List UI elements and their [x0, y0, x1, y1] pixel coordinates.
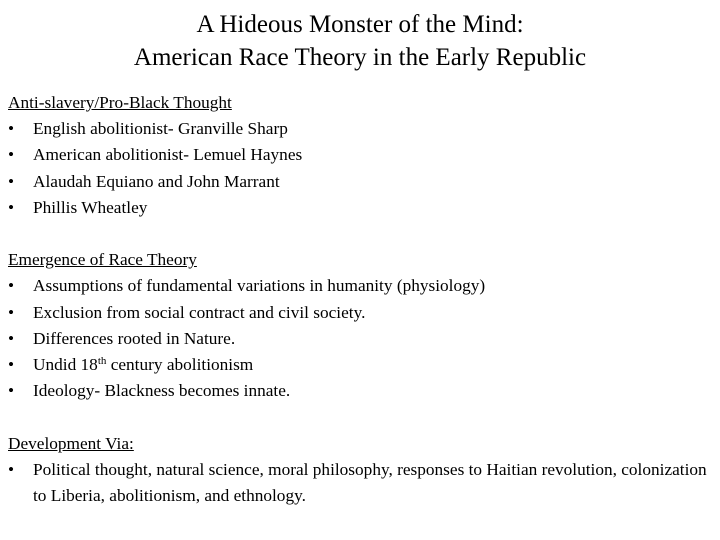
- list-item-text: Phillis Wheatley: [33, 197, 148, 217]
- list-item-text: English abolitionist- Granville Sharp: [33, 119, 288, 139]
- list-item-text: Exclusion from social contract and civil society.: [33, 302, 366, 322]
- bullet-icon: •: [8, 145, 15, 165]
- list-item-text: Political thought, natural science, moral philosophy, responses to Haitian revolution, colonization to Liberia, abolitionism, and ethnology.: [33, 459, 707, 506]
- bullet-list: [8, 116, 714, 221]
- title-line-2: American Race Theory in the Early Republic: [133, 44, 587, 71]
- bullet-icon: •: [8, 355, 15, 375]
- slide-content: [8, 90, 714, 509]
- list-item-text: Assumptions of fundamental variations in humanity (physiology): [33, 276, 486, 296]
- list-item-text: American abolitionist- Lemuel Haynes: [33, 145, 303, 165]
- list-item-text-pre: Undid 18: [33, 355, 98, 375]
- bullet-list: [8, 457, 714, 509]
- section-heading: Emergence of Race Theory: [8, 250, 197, 270]
- list-item: [8, 169, 714, 195]
- list-item: [8, 326, 714, 352]
- bullet-icon: •: [8, 276, 15, 296]
- list-item: [8, 457, 714, 509]
- section-heading: Anti-slavery/Pro-Black Thought: [8, 93, 232, 112]
- list-item-text: Differences rooted in Nature.: [33, 328, 236, 348]
- list-item-text-post: century abolitionism: [106, 355, 254, 375]
- section-heading: Development Via:: [8, 433, 134, 453]
- list-item: [8, 116, 714, 142]
- section-race-theory: [8, 247, 714, 404]
- list-item: [8, 378, 714, 404]
- bullet-icon: •: [8, 171, 15, 191]
- section-anti-slavery: [8, 90, 714, 221]
- title-line-1: A Hideous Monster of the Mind:: [196, 11, 524, 38]
- list-item: [8, 300, 714, 326]
- bullet-icon: •: [8, 197, 15, 217]
- bullet-list: [8, 273, 714, 404]
- list-item-text: [33, 355, 253, 374]
- list-item: [8, 273, 714, 299]
- list-item: [8, 142, 714, 168]
- bullet-icon: •: [8, 302, 15, 322]
- list-item-text: Ideology- Blackness becomes innate.: [33, 381, 291, 401]
- list-item-text: Alaudah Equiano and John Marrant: [33, 171, 280, 191]
- page-title: [0, 8, 720, 74]
- list-item: [8, 195, 714, 221]
- bullet-icon: •: [8, 328, 15, 348]
- bullet-icon: •: [8, 119, 15, 139]
- bullet-icon: •: [8, 459, 15, 479]
- list-item: [8, 352, 714, 378]
- section-development: [8, 431, 714, 510]
- bullet-icon: •: [8, 381, 15, 401]
- ordinal-suffix: th: [97, 355, 107, 368]
